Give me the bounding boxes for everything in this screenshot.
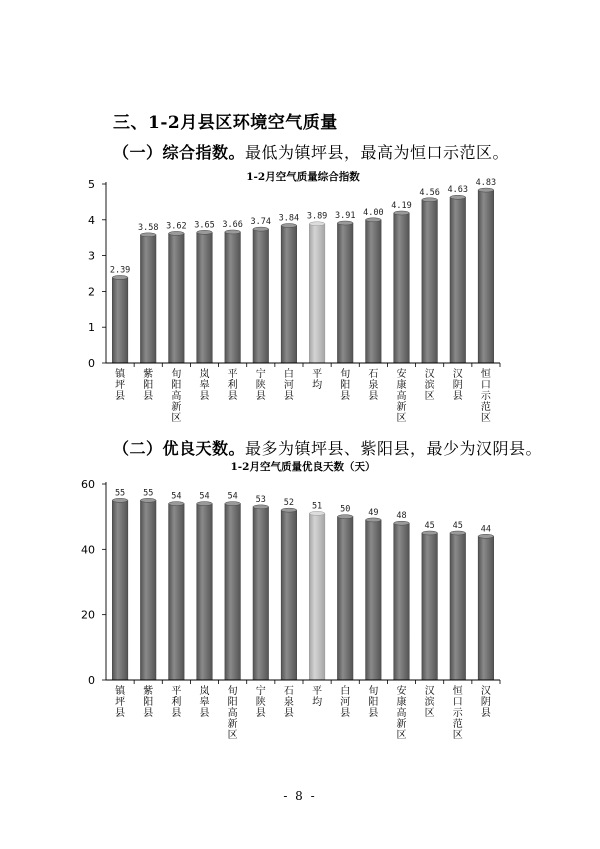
data-label: 4.63 — [447, 185, 469, 196]
data-label: 55 — [143, 488, 154, 499]
x-tick-label-char: 阳 — [368, 697, 379, 708]
bar — [422, 200, 437, 363]
x-tick-label-char: 旬 — [368, 686, 379, 697]
x-tick-label — [368, 368, 378, 402]
x-tick-label — [453, 684, 464, 741]
x-tick-label-char: 县 — [340, 708, 351, 719]
bar — [281, 226, 296, 363]
data-label: 49 — [368, 507, 379, 518]
data-label: 3.91 — [334, 211, 356, 222]
x-tick-label — [312, 685, 322, 708]
bar-top-cap — [450, 195, 465, 199]
x-tick-label-char: 县 — [283, 708, 294, 719]
bar-top-cap — [169, 502, 184, 506]
data-label: 3.58 — [137, 222, 159, 233]
x-tick-label-char: 阳 — [143, 697, 154, 708]
x-tick-label-char: 滨 — [424, 697, 435, 708]
x-tick-label-char: 镇 — [115, 369, 126, 380]
bar — [112, 277, 127, 363]
data-label: 45 — [452, 521, 463, 531]
x-tick-label — [115, 367, 126, 402]
x-tick-label-char: 平 — [227, 369, 238, 380]
y-tick-label: 1 — [88, 321, 95, 335]
x-tick-label-char: 范 — [480, 402, 491, 413]
page-number: - 8 - — [283, 789, 317, 803]
chart-title: 1-2月空气质量优良天数（天） — [230, 461, 376, 473]
x-tick-label-char: 阳 — [171, 380, 182, 391]
bar-top-cap — [253, 505, 268, 509]
x-tick-label — [200, 684, 210, 719]
bar-top-cap — [112, 498, 127, 502]
bar — [197, 504, 212, 680]
x-tick-label-char: 恒 — [452, 686, 463, 697]
bar-top-cap — [394, 521, 409, 525]
x-tick-label-char: 县 — [171, 708, 182, 719]
bar-top-cap — [281, 508, 296, 512]
bar-top-cap — [422, 198, 437, 202]
x-tick-label-char: 旬 — [340, 369, 351, 380]
x-tick-label-char: 县 — [480, 708, 491, 719]
x-tick-label-char: 平 — [312, 369, 323, 380]
x-tick-label-char: 示 — [480, 391, 491, 402]
x-tick-label-char: 区 — [480, 413, 491, 424]
data-label: 44 — [480, 524, 492, 535]
bar-top-cap — [366, 218, 381, 222]
data-label: 51 — [311, 501, 323, 512]
x-tick-label — [171, 685, 181, 719]
y-tick-label: 5 — [88, 178, 95, 191]
x-tick-label-char: 县 — [115, 391, 126, 402]
bar-top-cap — [169, 231, 184, 235]
bar-top-cap — [478, 534, 493, 538]
x-tick-label — [228, 368, 238, 402]
x-tick-label-char: 阳 — [340, 380, 351, 391]
x-tick-label-char: 河 — [340, 697, 351, 708]
x-tick-label-char: 陕 — [255, 380, 266, 391]
composite-index-chart — [86, 168, 506, 423]
data-label: 3.66 — [222, 219, 243, 230]
y-tick-label: 2 — [88, 285, 95, 299]
x-tick-label-char: 区 — [452, 730, 463, 741]
x-tick-label-char: 区 — [424, 391, 435, 402]
chart-title: 1-2月空气质量综合指数 — [246, 171, 360, 183]
x-tick-label-char: 县 — [255, 391, 266, 402]
x-tick-label-char: 均 — [312, 380, 323, 391]
paragraph-good-days — [113, 436, 542, 459]
data-label: 55 — [114, 488, 126, 499]
bar — [253, 507, 268, 680]
bar — [225, 232, 240, 363]
x-tick-label — [481, 685, 491, 719]
x-tick-label-char: 康 — [396, 697, 407, 708]
bar-top-cap — [337, 515, 352, 519]
bar-top-cap — [450, 531, 465, 535]
bar — [450, 533, 465, 680]
y-tick-label: 60 — [81, 478, 95, 491]
bar — [366, 520, 381, 680]
x-tick-label-char: 阴 — [452, 380, 463, 391]
x-tick-label-char: 白 — [283, 369, 294, 380]
x-tick-label-char: 县 — [368, 391, 379, 402]
x-tick-label-char: 旬 — [227, 686, 238, 697]
bar-top-cap — [337, 221, 352, 225]
x-tick-label-char: 范 — [452, 719, 463, 730]
bar — [253, 229, 268, 363]
bar-top-cap — [281, 224, 296, 228]
bar-top-cap — [394, 211, 409, 215]
bar-top-cap — [140, 233, 155, 237]
data-label: 45 — [424, 521, 435, 531]
bar-top-cap — [225, 502, 240, 506]
x-tick-label-char: 汉 — [480, 686, 491, 697]
good-days-chart — [81, 458, 506, 748]
x-tick-label — [453, 368, 463, 402]
data-label: 4.19 — [391, 200, 412, 211]
x-tick-label-char: 区 — [171, 413, 182, 424]
data-label: 3.74 — [250, 217, 272, 228]
x-tick-label-char: 皋 — [199, 380, 210, 391]
x-tick-label — [143, 367, 153, 402]
x-tick-label — [481, 367, 492, 424]
x-tick-label-char: 示 — [452, 708, 463, 719]
x-tick-label — [284, 685, 294, 719]
x-tick-label-char: 安 — [396, 369, 407, 380]
x-tick-label-char: 汉 — [424, 369, 435, 380]
data-label: 4.83 — [475, 178, 497, 189]
bar-top-cap — [309, 222, 324, 226]
x-tick-label-char: 石 — [368, 369, 379, 380]
x-tick-label-char: 白 — [340, 686, 351, 697]
x-tick-label — [340, 367, 350, 402]
x-tick-label-char: 口 — [480, 380, 491, 391]
data-label: 52 — [283, 498, 295, 509]
bar — [450, 197, 465, 363]
bar — [225, 504, 240, 680]
bar-top-cap — [366, 518, 381, 522]
x-tick-label — [256, 684, 266, 719]
data-label: 3.65 — [194, 220, 215, 231]
x-tick-label — [397, 684, 407, 741]
x-tick-label — [228, 684, 238, 741]
data-label: 4.56 — [419, 187, 440, 198]
y-tick-label: 20 — [81, 608, 95, 622]
x-tick-label — [171, 367, 181, 424]
x-tick-label-char: 岚 — [199, 686, 210, 697]
x-tick-label-char: 利 — [171, 697, 182, 708]
data-label: 54 — [227, 491, 238, 502]
x-tick-label — [256, 367, 266, 402]
x-tick-label-char: 安 — [396, 686, 407, 697]
x-tick-label-char: 恒 — [480, 369, 491, 380]
y-tick-label: 0 — [88, 357, 95, 370]
bar — [169, 504, 184, 680]
x-tick-label-char: 岚 — [199, 369, 210, 380]
data-label: 3.62 — [166, 221, 187, 232]
x-tick-label-char: 新 — [171, 402, 182, 413]
x-tick-label-char: 县 — [199, 391, 210, 402]
section-heading: 三、1-2月县区环境空气质量 — [113, 113, 338, 133]
x-tick-label — [368, 684, 378, 719]
x-tick-label-char: 县 — [452, 391, 463, 402]
x-tick-label-char: 县 — [143, 391, 154, 402]
x-tick-label — [284, 367, 294, 402]
bar — [337, 223, 352, 363]
bar — [478, 536, 493, 680]
paragraph-label: （一）综合指数。 — [113, 143, 246, 162]
x-tick-label — [143, 684, 153, 719]
bar — [169, 233, 184, 363]
x-tick-label-char: 滨 — [424, 380, 435, 391]
bar — [337, 517, 352, 680]
y-tick-label: 4 — [88, 213, 95, 227]
x-tick-label-char: 县 — [143, 708, 154, 719]
bar — [112, 500, 127, 680]
x-tick-label-char: 河 — [283, 380, 294, 391]
x-tick-label-char: 县 — [283, 391, 294, 402]
x-tick-label-char: 县 — [227, 391, 238, 402]
x-tick-label-char: 阳 — [227, 697, 238, 708]
x-tick-label — [425, 685, 435, 719]
bar-top-cap — [140, 498, 155, 502]
x-tick-label — [425, 368, 435, 402]
x-tick-label-char: 坪 — [115, 380, 126, 391]
x-tick-label-char: 县 — [368, 708, 379, 719]
x-tick-label-char: 汉 — [452, 369, 463, 380]
x-tick-label-char: 宁 — [255, 369, 266, 380]
data-label: 54 — [199, 491, 210, 502]
bar — [366, 220, 381, 363]
x-tick-label-char: 康 — [396, 380, 407, 391]
bar — [394, 213, 409, 363]
x-tick-label — [397, 367, 407, 424]
x-tick-label-char: 县 — [255, 708, 266, 719]
x-tick-label — [200, 367, 210, 402]
bar-top-cap — [225, 230, 240, 234]
y-tick-label: 3 — [88, 249, 95, 263]
bar — [197, 232, 212, 363]
x-tick-label-char: 阳 — [143, 380, 154, 391]
paragraph-label: （二）优良天数。 — [113, 439, 246, 458]
x-tick-label-char: 县 — [199, 708, 210, 719]
x-tick-label-char: 区 — [424, 708, 435, 719]
data-label: 48 — [396, 511, 407, 522]
x-tick-label-char: 紫 — [143, 369, 154, 380]
x-tick-label-char: 新 — [396, 719, 407, 730]
x-tick-label-char: 新 — [396, 402, 407, 413]
paragraph-text: 最低为镇坪县，最高为恒口示范区。 — [245, 143, 510, 162]
bar-top-cap — [422, 531, 437, 535]
data-label: 2.39 — [109, 265, 131, 276]
x-tick-label-char: 汉 — [424, 686, 435, 697]
x-tick-label — [340, 684, 350, 719]
x-tick-label-char: 石 — [283, 686, 294, 697]
x-tick-label-char: 县 — [115, 708, 126, 719]
bar — [478, 190, 493, 363]
bar-top-cap — [112, 275, 127, 279]
x-tick-label-char: 紫 — [143, 686, 154, 697]
bar-top-cap — [197, 230, 212, 234]
x-tick-label-char: 均 — [312, 697, 323, 708]
bar — [422, 533, 437, 680]
x-tick-label-char: 泉 — [283, 697, 294, 708]
bar — [140, 235, 155, 363]
x-tick-label-char: 宁 — [255, 686, 266, 697]
x-tick-label-char: 陕 — [255, 697, 266, 708]
bar — [309, 224, 324, 363]
bar-top-cap — [197, 502, 212, 506]
data-label: 50 — [340, 504, 351, 515]
bar-top-cap — [253, 227, 268, 231]
x-tick-label — [312, 368, 322, 391]
data-label: 53 — [255, 494, 266, 505]
x-tick-label-char: 平 — [312, 686, 323, 697]
x-tick-label-char: 阴 — [480, 697, 491, 708]
data-label: 3.84 — [278, 213, 300, 224]
x-tick-label-char: 坪 — [115, 697, 126, 708]
x-tick-label-char: 新 — [227, 719, 238, 730]
x-tick-label-char: 高 — [227, 708, 238, 719]
bar — [394, 523, 409, 680]
bar-top-cap — [478, 188, 493, 192]
bar-top-cap — [309, 511, 324, 515]
data-label: 3.89 — [306, 211, 328, 222]
x-tick-label-char: 平 — [171, 686, 182, 697]
data-label: 4.00 — [363, 207, 384, 218]
data-label: 54 — [171, 491, 182, 502]
y-tick-label: 0 — [88, 674, 95, 687]
x-tick-label-char: 口 — [452, 697, 463, 708]
bar — [309, 513, 324, 680]
x-tick-label-char: 皋 — [199, 697, 210, 708]
x-tick-label-char: 区 — [396, 730, 407, 741]
x-tick-label-char: 镇 — [115, 686, 126, 697]
x-tick-label-char: 高 — [171, 391, 182, 402]
y-tick-label: 40 — [81, 543, 95, 557]
x-tick-label-char: 高 — [396, 391, 407, 402]
x-tick-label-char: 区 — [396, 413, 407, 424]
x-tick-label — [115, 684, 126, 719]
x-tick-label-char: 高 — [396, 708, 407, 719]
x-tick-label-char: 区 — [227, 730, 238, 741]
bar — [140, 500, 155, 680]
paragraph-composite-index — [113, 140, 509, 163]
x-tick-label-char: 旬 — [171, 369, 182, 380]
paragraph-text: 最多为镇坪县、紫阳县，最少为汉阴县。 — [245, 439, 543, 458]
bar — [281, 510, 296, 680]
x-tick-label-char: 县 — [340, 391, 351, 402]
x-tick-label-char: 利 — [227, 380, 238, 391]
x-tick-label-char: 泉 — [368, 380, 379, 391]
